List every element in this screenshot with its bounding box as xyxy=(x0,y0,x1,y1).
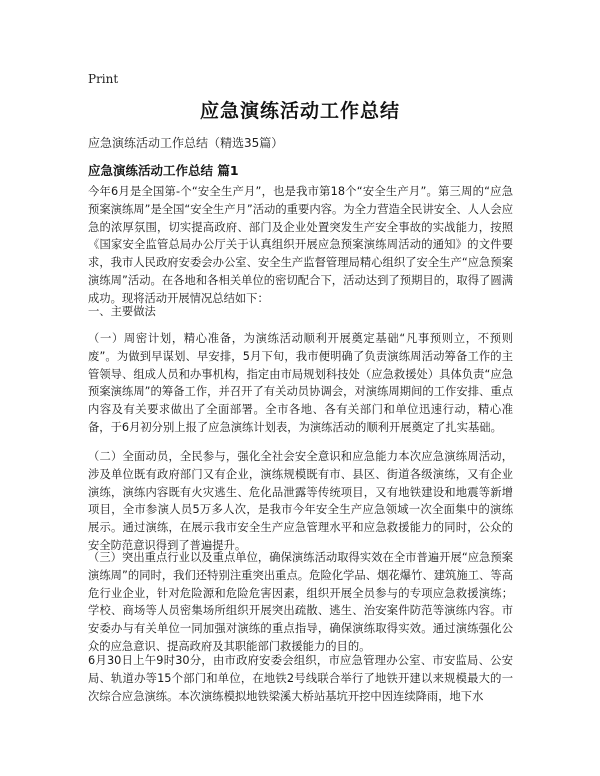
page-title: 应急演练活动工作总结 xyxy=(199,100,400,122)
body-paragraph-3: （二）全面动员，全民参与，强化全社会安全意识和应急能力本次应急演练周活动，涉及单位既有政府部门又有企业，演练规模既有市、县区、街道各级演练，又有企业演练，演练内容既有火灾逃生、危化品泄露等传统项目，又有地铁建设和地震等新增项目，全市参演人员5万多人次，是我市今年安全生产应急领域一次全面集中的演练展示。通过演练，在展示我市安全生产应急管理水平和应急救援能力的同时，公众的安全防范意识得到了普遍提升。 xyxy=(88,450,513,552)
body-paragraph-2: （一）周密计划，精心准备，为演练活动顺利开展奠定基础“凡事预则立，不预则废”。为做到早谋划、早安排，5月下旬，我市便明确了负责演练周活动筹备工作的主管领导、组成人员和办事机构，指定由市局规划科技处（应急救援处）具体负责“应急预案演练周”的筹备工作，并召开了有关动员协调会，对演练周期间的工作安排、重点内容及有关要求做出了全面部署。全市各地、各有关部门和单位迅速行动，精心准备，于6月初分别上报了应急演练计划表，为演练活动的顺利开展奠定了扎实基础。 xyxy=(88,332,513,434)
list-heading: 一、主要做法 xyxy=(88,305,156,318)
body-paragraph-5: 6月30日上午9时30分，由市政府安委会组织，市应急管理办公室、市安监局、公安局、轨道办等15个部门和单位，在地铁2号线联合举行了地铁开建以来规模最大的一次综合应急演练。本次演练模拟地铁梁溪大桥站基坑开挖中因连续降雨，地下水 xyxy=(88,654,513,703)
section-heading: 应急演练活动工作总结 篇1 xyxy=(88,163,239,178)
body-paragraph-4: （三）突出重点行业以及重点单位，确保演练活动取得实效在全市普遍开展“应急预案演练周”的同时，我们还特别注重突出重点。危险化学品、烟花爆竹、建筑施工、等高危行业企业，针对危险源和危险危害因素，组织开展全员参与的专项应急救援演练；学校、商场等人员密集场所组织开展突出疏散、逃生、治安案件防范等演练内容。市安委办与有关单位一同加强对演练的重点指导，确保演练取得实效。通过演练强化公众的应急意识、提高政府及其职能部门救援能力的目的。 xyxy=(88,551,513,653)
body-paragraph-1: 今年6月是全国第-个“安全生产月”，也是我市第18个“安全生产月”。第三周的“应急预案演练周”是全国“安全生产月”活动的重要内容。为全力营造全民讲安全、人人会应急的浓厚氛围，切实提高政府、部门及企业处置突发生产安全事故的实战能力，按照《国家安全监管总局办公厅关于认真组织开展应急预案演练周活动的通知》的文件要求，我市人民政府安委会办公室、安全生产监督管理局精心组织了安全生产“应急预案演练周”活动。在各地和各相关单位的密切配合下，活动达到了预期目的，取得了圆满成功。现将活动开展情况总结如下： xyxy=(88,185,513,305)
print-label[interactable]: Print xyxy=(88,72,119,86)
document-subtitle: 应急演练活动工作总结（精选35篇） xyxy=(88,136,284,150)
